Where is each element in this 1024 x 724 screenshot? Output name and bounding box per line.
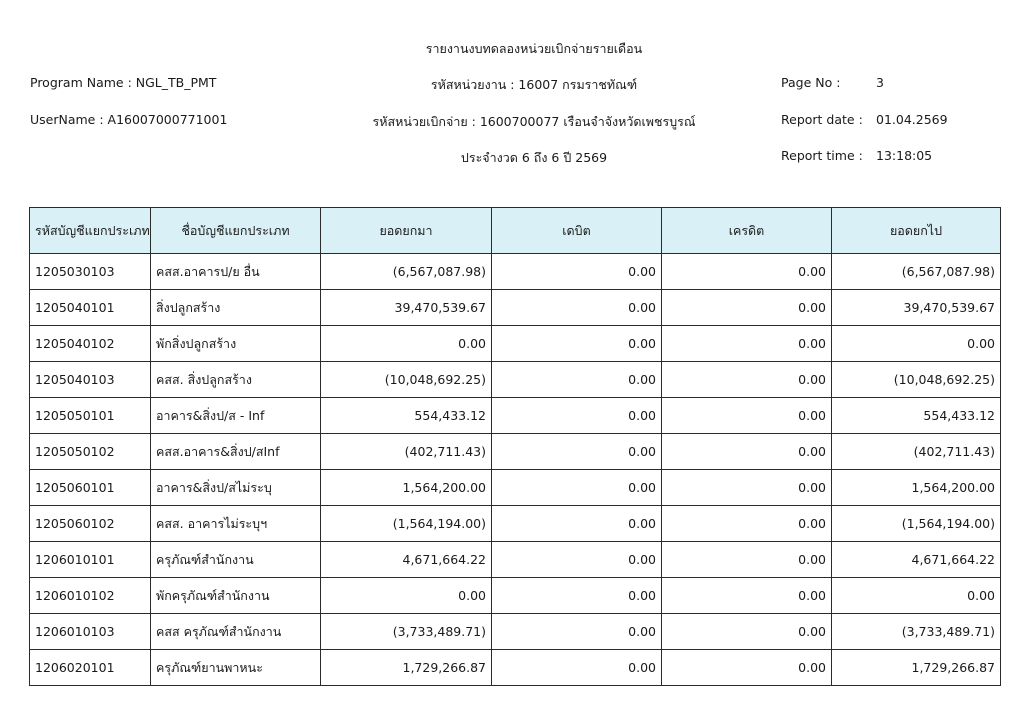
cell-closing-balance: (10,048,692.25): [832, 362, 1001, 398]
cell-closing-balance: (402,711.43): [832, 434, 1001, 470]
cell-closing-balance: 1,729,266.87: [832, 650, 1001, 686]
cell-closing-balance: (6,567,087.98): [832, 254, 1001, 290]
disbursing-unit: รหัสหน่วยเบิกจ่าย : 1600700077 เรือนจำจังหวัดเพชรบูรณ์: [372, 114, 696, 129]
cell-opening-balance: 1,729,266.87: [321, 650, 492, 686]
cell-credit: 0.00: [662, 290, 832, 326]
cell-account-name: พักครุภัณฑ์สำนักงาน: [151, 578, 321, 614]
cell-debit: 0.00: [492, 506, 662, 542]
cell-debit: 0.00: [492, 362, 662, 398]
cell-account-code: 1205040102: [30, 326, 151, 362]
table-row: [30, 650, 1001, 686]
cell-opening-balance: 1,564,200.00: [321, 470, 492, 506]
cell-account-code: 1206010103: [30, 614, 151, 650]
table-header-row: [30, 208, 1001, 254]
table-row: [30, 398, 1001, 434]
cell-credit: 0.00: [662, 434, 832, 470]
column-header-account-code: รหัสบัญชีแยกประเภท: [30, 208, 151, 254]
table-row: [30, 434, 1001, 470]
cell-account-code: 1205050101: [30, 398, 151, 434]
cell-credit: 0.00: [662, 362, 832, 398]
cell-credit: 0.00: [662, 614, 832, 650]
cell-account-name: คสส ครุภัณฑ์สำนักงาน: [151, 614, 321, 650]
cell-account-name: อาคาร&สิ่งป/สไม่ระบุ: [151, 470, 321, 506]
cell-account-code: 1206010102: [30, 578, 151, 614]
cell-account-name: คสส. อาคารไม่ระบุฯ: [151, 506, 321, 542]
user-name: UserName : A16007000771001: [30, 112, 228, 127]
cell-account-code: 1206010101: [30, 542, 151, 578]
cell-credit: 0.00: [662, 398, 832, 434]
cell-closing-balance: 0.00: [832, 578, 1001, 614]
report-date-label: Report date :: [781, 112, 863, 127]
cell-account-code: 1205050102: [30, 434, 151, 470]
table-row: [30, 578, 1001, 614]
column-header-closing-balance: ยอดยกไป: [832, 208, 1001, 254]
cell-credit: 0.00: [662, 470, 832, 506]
cell-opening-balance: (10,048,692.25): [321, 362, 492, 398]
table-row: [30, 362, 1001, 398]
cell-opening-balance: (6,567,087.98): [321, 254, 492, 290]
column-header-debit: เดบิต: [492, 208, 662, 254]
report-time-label: Report time :: [781, 148, 863, 163]
report-date-value: 01.04.2569: [876, 112, 948, 127]
cell-account-name: สิ่งปลูกสร้าง: [151, 290, 321, 326]
cell-closing-balance: 39,470,539.67: [832, 290, 1001, 326]
cell-credit: 0.00: [662, 542, 832, 578]
cell-account-name: คสส.อาคาร&สิ่งป/สInf: [151, 434, 321, 470]
cell-account-name: ครุภัณฑ์ยานพาหนะ: [151, 650, 321, 686]
cell-debit: 0.00: [492, 290, 662, 326]
column-header-opening-balance: ยอดยกมา: [321, 208, 492, 254]
cell-opening-balance: (402,711.43): [321, 434, 492, 470]
table-row: [30, 614, 1001, 650]
cell-account-code: 1205040103: [30, 362, 151, 398]
cell-opening-balance: (1,564,194.00): [321, 506, 492, 542]
report-period: ประจำงวด 6 ถึง 6 ปี 2569: [460, 150, 608, 165]
cell-opening-balance: 39,470,539.67: [321, 290, 492, 326]
page-no-label: Page No :: [781, 75, 841, 90]
cell-account-name: อาคาร&สิ่งป/ส - Inf: [151, 398, 321, 434]
cell-opening-balance: (3,733,489.71): [321, 614, 492, 650]
cell-opening-balance: 4,671,664.22: [321, 542, 492, 578]
cell-account-code: 1205040101: [30, 290, 151, 326]
cell-closing-balance: 1,564,200.00: [832, 470, 1001, 506]
cell-debit: 0.00: [492, 398, 662, 434]
table-row: [30, 254, 1001, 290]
cell-credit: 0.00: [662, 578, 832, 614]
cell-account-code: 1205060101: [30, 470, 151, 506]
cell-account-code: 1206020101: [30, 650, 151, 686]
cell-opening-balance: 0.00: [321, 326, 492, 362]
cell-opening-balance: 554,433.12: [321, 398, 492, 434]
cell-debit: 0.00: [492, 542, 662, 578]
cell-debit: 0.00: [492, 254, 662, 290]
cell-debit: 0.00: [492, 434, 662, 470]
cell-closing-balance: (1,564,194.00): [832, 506, 1001, 542]
table-row: [30, 506, 1001, 542]
cell-credit: 0.00: [662, 506, 832, 542]
table-row: [30, 326, 1001, 362]
cell-account-code: 1205030103: [30, 254, 151, 290]
cell-debit: 0.00: [492, 470, 662, 506]
cell-closing-balance: 0.00: [832, 326, 1001, 362]
cell-account-code: 1205060102: [30, 506, 151, 542]
trial-balance-table: [29, 207, 1001, 686]
cell-debit: 0.00: [492, 326, 662, 362]
table-row: [30, 542, 1001, 578]
cell-credit: 0.00: [662, 650, 832, 686]
cell-account-name: พักสิ่งปลูกสร้าง: [151, 326, 321, 362]
cell-debit: 0.00: [492, 650, 662, 686]
cell-closing-balance: 4,671,664.22: [832, 542, 1001, 578]
cell-closing-balance: (3,733,489.71): [832, 614, 1001, 650]
table-row: [30, 290, 1001, 326]
cell-account-name: ครุภัณฑ์สำนักงาน: [151, 542, 321, 578]
cell-debit: 0.00: [492, 614, 662, 650]
table-row: [30, 470, 1001, 506]
report-title: รายงานงบทดลองหน่วยเบิกจ่ายรายเดือน: [425, 41, 643, 56]
program-name: Program Name : NGL_TB_PMT: [30, 75, 217, 90]
report-time-value: 13:18:05: [876, 148, 933, 163]
cell-credit: 0.00: [662, 326, 832, 362]
cell-opening-balance: 0.00: [321, 578, 492, 614]
agency-code: รหัสหน่วยงาน : 16007 กรมราชทัณฑ์: [430, 77, 638, 92]
page-no-value: 3: [876, 75, 884, 90]
cell-account-name: คสส. สิ่งปลูกสร้าง: [151, 362, 321, 398]
column-header-account-name: ชื่อบัญชีแยกประเภท: [151, 208, 321, 254]
cell-debit: 0.00: [492, 578, 662, 614]
cell-account-name: คสส.อาคารป/ย อื่น: [151, 254, 321, 290]
cell-credit: 0.00: [662, 254, 832, 290]
cell-closing-balance: 554,433.12: [832, 398, 1001, 434]
column-header-credit: เครดิต: [662, 208, 832, 254]
